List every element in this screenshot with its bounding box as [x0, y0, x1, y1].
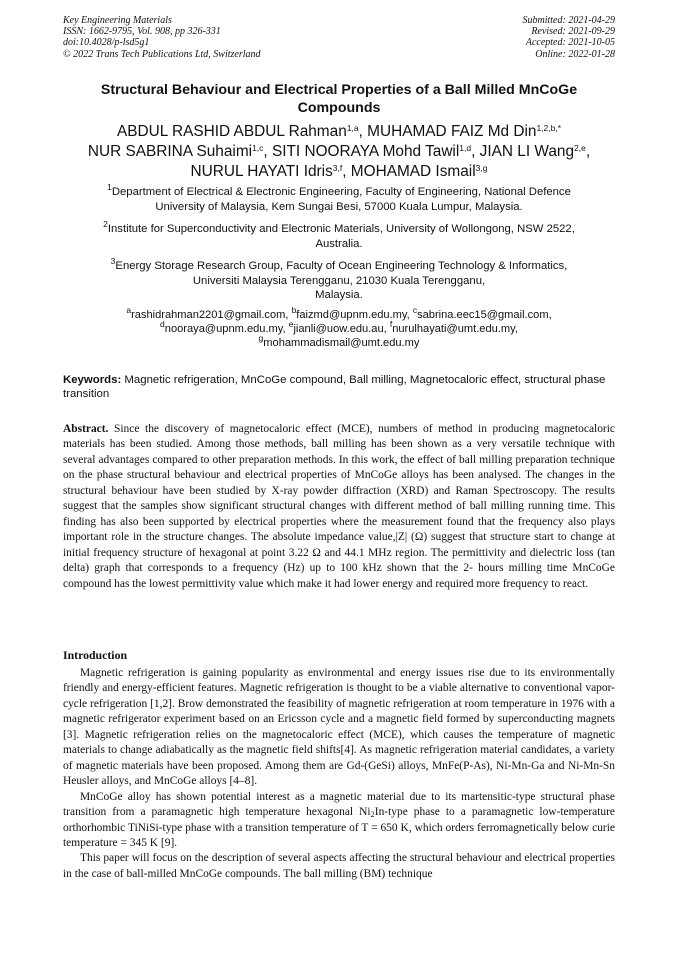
author-sup: 3,f — [332, 163, 343, 173]
author-emails: $^a$rashidrahman2201@gmail.com, $^b$faizmd@upnm.edu.my, $^c$sabrina.eec15@gmail.com, $^d$nooraya@upnm.edu.my, $^e$jianli@uow.edu.au, $^f$nurulhayati@umt.edu.my, $^g$mohammadismail@umt.edu.my — [126, 305, 552, 350]
affiliation-sup: 2 — [103, 219, 108, 229]
email-link[interactable]: nurulhayati@umt.edu.my, — [392, 323, 518, 336]
journal-meta — [63, 15, 261, 60]
author-sup: 1,d — [459, 143, 472, 153]
abstract — [63, 422, 615, 592]
journal-issn: ISSN: 1662-9795, Vol. 908, pp 326-331 — [63, 26, 221, 38]
journal-copyright: © 2022 Trans Tech Publications Ltd, Switzerland — [63, 48, 261, 60]
paragraph: Magnetic refrigeration is gaining popularity as environmental and energy issues rise due to its environmentally friendly and energy-efficient features. Magnetic refrigeration is thought to be a viable alternative to conventional vapor-cycle refrigeration [1,2]. Brow demonstrated the feasibility of magnetic refrigeration at room temperature in 1976 with a magnetic refrigerator experiment based on an Ericsson cycle and a magnetic field formed by superconducting magnets [3]. Magnetic refrigeration relies on the magnetocaloric effect (MCE), which causes the temperature of magnetic materials to change adiabatically as the magnetic field shifts[4]. As magnetic refrigeration material candidates, a variety of magnetic materials have been proposed. Among them are Gd-(GeSi) alloys, MnFe(P-As), Ni-Mn-Ga and Ni-Mn-Sn Heusler alloys, and MnCoGe alloys [4–8]. — [63, 667, 615, 788]
email-link[interactable]: nooraya@upnm.edu.my, — [164, 323, 286, 336]
email-link[interactable]: rashidrahman2201@gmail.com, — [131, 309, 289, 321]
author-name: NUR SABRINA Suhaimi — [87, 143, 253, 160]
affiliation-3 — [63, 256, 615, 303]
author-line-1: ABDUL RASHID ABDUL Rahman$^{1,a}$, MUHAMAD FAIZ Md Din$^{1,2,b,*}$ — [116, 123, 562, 140]
abstract-label: Abstract. — [63, 423, 109, 435]
author-name: MOHAMAD Ismail — [350, 163, 476, 180]
author-name: NURUL HAYATI Idris — [190, 163, 333, 180]
author-line-3: NURUL HAYATI Idris$^{3,f}$, MOHAMAD Ismail$^{3,g}$ — [190, 163, 488, 180]
author-name: SITI NOORAYA Mohd Tawil — [271, 143, 460, 160]
author-name: JIAN LI Wang — [479, 143, 575, 160]
section-heading-introduction: Introduction — [63, 648, 128, 662]
affiliation-line: Institute for Superconductivity and Electronic Materials, University of Wollongong, NSW 2522, — [107, 223, 575, 235]
email-link[interactable]: jianli@uow.edu.au, — [293, 323, 387, 336]
affiliation-sup: 1 — [107, 182, 112, 192]
affiliation-1 — [63, 182, 615, 214]
title-line-1: Structural Behaviour and Electrical Properties of a Ball Milled MnCoGe — [100, 82, 578, 98]
date-submitted: Submitted: 2021-04-29 — [522, 15, 615, 26]
author-sup: 1,a — [346, 123, 359, 133]
date-accepted: Accepted: 2021-10-05 — [525, 37, 615, 49]
affiliation-line: Australia. — [315, 237, 363, 250]
journal-name: Key Engineering Materials — [63, 15, 172, 26]
keywords — [63, 373, 615, 401]
abstract-text: Since the discovery of magnetocaloric effect (MCE), numbers of method in producing magnetocaloric materials has been studied. Among those methods, ball milling has been shown as a very versatile technique with several advantages compared to other preparation methods. In this work, the effect of ball milling preparation technique on the phase structural behaviour and electrical properties of MnCoGe alloys has been analysed. The changes in the structural behaviour have been studied by X-ray powder diffraction (XRD) and Raman Spectroscopy. The results suggest that the samples show significant structural changes with different method of ball milling running time. This finding has also been supported by electrical properties where the measurement found that the frequency also plays important role in the structure changes. The absolute impedance value,|Z| (Ω) suggest that structure start to change at initial frequency structure of hexagonal at point 3.22 Ω and 44.1 MHz region. The permittivity and dielectric loss (tan delta) graph that corresponds to a frequency (Hz) up to 100 kHz shown that the 2- hours milling time MnCoGe compound has the lowest permittivity value which make it had lower energy and required more frequency to react. — [63, 423, 615, 590]
author-list — [63, 122, 615, 182]
journal-doi: doi:10.4028/p-lsd5g1 — [63, 37, 150, 49]
affiliation-line: University of Malaysia, Kem Sungai Besi, 57000 Kuala Lumpur, Malaysia. — [155, 200, 523, 213]
author-name: ABDUL RASHID ABDUL Rahman — [116, 123, 347, 140]
paragraph: This paper will focus on the description of several aspects affecting the structural behaviour and electrical properties in the case of ball-milled MnCoGe compounds. The ball milling (BM) technique — [63, 852, 615, 880]
date-revised: Revised: 2021-09-29 — [531, 26, 615, 38]
affiliation-line: Universiti Malaysia Terengganu, 21030 Kuala Terengganu, — [192, 274, 486, 287]
author-sup: 1,2,b,* — [536, 123, 562, 133]
paragraph: MnCoGe alloy has shown potential interest as a magnetic material due to its martensitic-type structural phase transition from a paramagnetic high temperature hexagonal $Ni_2In$-type phase to a paramagnetic low-temperature orthorhombic TiNiSi-type phase with a transition temperature of T = 650 K, which orders ferromagnetically below curie temperature = 345 K [9]. — [63, 790, 615, 849]
affiliation-line: Department of Electrical & Electronic Engineering, Faculty of Engineering, National Defence — [111, 186, 571, 198]
introduction-body — [63, 666, 615, 882]
paper-title — [63, 81, 615, 117]
title-line-2: Compounds — [297, 100, 381, 116]
affiliation-line: Energy Storage Research Group, Faculty of Ocean Engineering Technology & Informatics, — [115, 260, 568, 272]
email-link[interactable]: sabrina.eec15@gmail.com, — [417, 309, 552, 321]
email-link[interactable]: faizmd@upnm.edu.my, — [296, 309, 410, 321]
date-online: Online: 2022-01-28 — [535, 48, 615, 60]
author-sup: 3,g — [475, 163, 488, 173]
email-link[interactable]: mohammadismail@umt.edu.my — [263, 337, 420, 350]
author-line-2: NUR SABRINA Suhaimi$^{1,c}$, SITI NOORAYA Mohd Tawil$^{1,d}$, JIAN LI Wang$^{2,e}$, — [87, 143, 591, 160]
keywords-label: Keywords: — [63, 374, 122, 386]
submission-dates — [523, 15, 616, 60]
affiliation-2 — [63, 219, 615, 251]
affiliation-line: Malaysia. — [315, 289, 363, 301]
affiliation-sup: 3 — [110, 256, 116, 266]
author-name: MUHAMAD FAIZ Md Din — [367, 123, 537, 140]
author-sup: 2,e — [574, 143, 586, 153]
author-sup: 1,c — [252, 143, 264, 153]
keywords-text: Magnetic refrigeration, MnCoGe compound, Ball milling, Magnetocaloric effect, structural phase transition — [63, 374, 606, 401]
